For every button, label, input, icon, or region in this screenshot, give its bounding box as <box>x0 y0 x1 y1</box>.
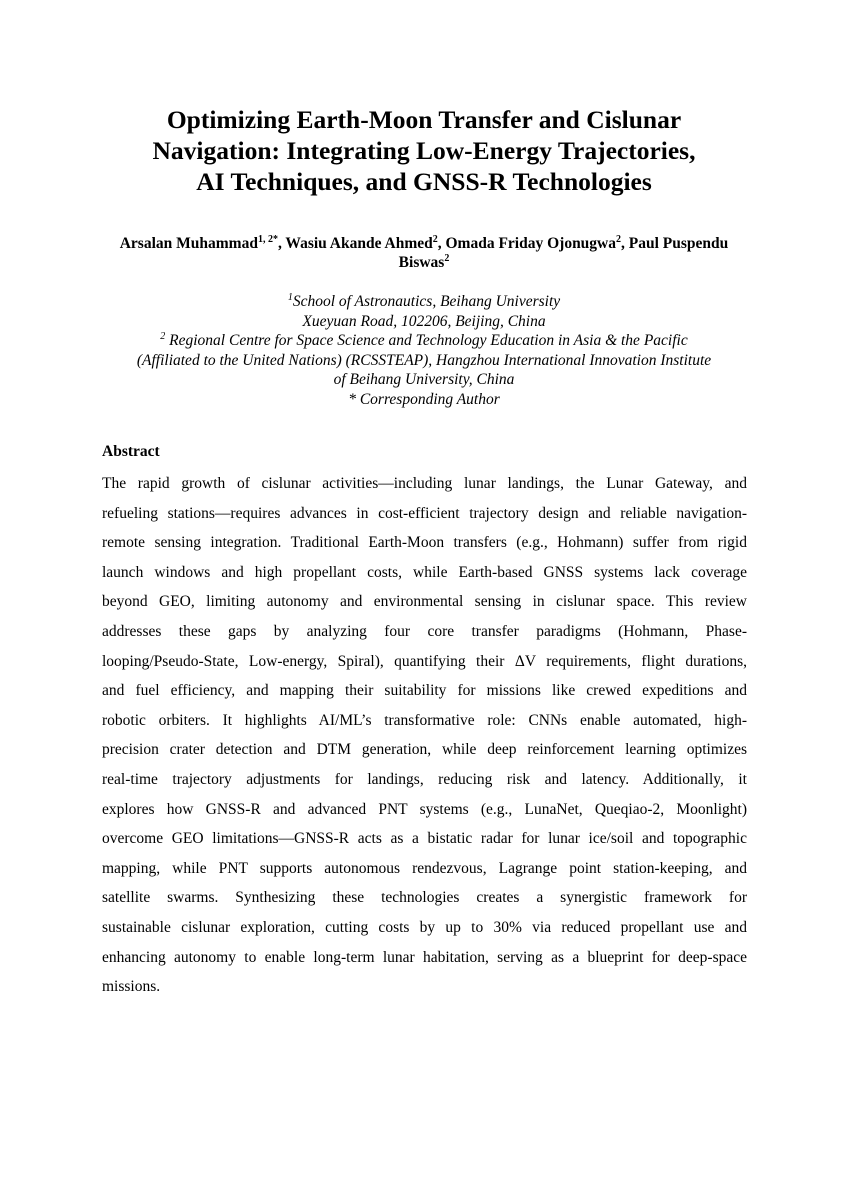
affiliation-mark: 2 <box>160 331 166 343</box>
author-affiliation-mark: 1, 2* <box>257 233 278 245</box>
abstract-line: remote sensing integration. Traditional Earth-Moon transfers (e.g., Hohmann) suffer from rigid <box>102 534 747 552</box>
title-line: Optimizing Earth-Moon Transfer and Cislunar <box>166 105 682 134</box>
affiliation-text: School of Astronautics, Beihang University <box>292 293 561 310</box>
abstract-body <box>102 469 747 1002</box>
abstract-heading: Abstract <box>102 443 160 460</box>
abstract-line: sustainable cislunar exploration, cutting costs by up to 30% via reduced propellant use and <box>102 918 747 936</box>
paper-title <box>60 104 788 197</box>
corresponding-author-note: * Corresponding Author <box>348 390 500 408</box>
title-line: Navigation: Integrating Low-Energy Trajectories, <box>152 136 696 165</box>
affiliation-mark: 1 <box>287 291 293 303</box>
abstract-line: precision crater detection and DTM generation, while deep reinforcement learning optimizes <box>102 741 747 759</box>
affiliation-line: of Beihang University, China <box>333 371 515 389</box>
author-affiliation-mark: 2 <box>444 252 450 264</box>
affiliation-line <box>80 331 768 351</box>
abstract-line: launch windows and high propellant costs, while Earth-based GNSS systems lack coverage <box>102 563 747 581</box>
abstract-line: addresses these gaps by analyzing four core transfer paradigms (Hohmann, Phase- <box>102 622 747 640</box>
affiliation-line <box>80 292 768 312</box>
affiliation-line: Xueyuan Road, 102206, Beijing, China <box>302 312 546 330</box>
abstract-line: refueling stations—requires advances in cost-efficient trajectory design and reliable navigation- <box>102 504 747 522</box>
abstract-line: satellite swarms. Synthesizing these technologies creates a synergistic framework for <box>102 889 747 907</box>
abstract-line: real-time trajectory adjustments for landings, reducing risk and latency. Additionally, it <box>102 770 747 788</box>
abstract-line: explores how GNSS-R and advanced PNT systems (e.g., LunaNet, Queqiao-2, Moonlight) <box>102 800 747 818</box>
abstract-line: enhancing autonomy to enable long-term lunar habitation, serving as a blueprint for deep-space <box>102 948 747 966</box>
author-name: , Omada Friday Ojonugwa <box>437 235 616 252</box>
abstract-line: overcome GEO limitations—GNSS-R acts as a bistatic radar for lunar ice/soil and topographic <box>102 830 747 848</box>
abstract-line: robotic orbiters. It highlights AI/ML’s transformative role: CNNs enable automated, high- <box>102 711 747 729</box>
author-affiliation-mark: 2 <box>432 233 438 245</box>
affiliation-text: Regional Centre for Space Science and Technology Education in Asia & the Pacific <box>165 332 688 350</box>
author-name: , Paul Puspendu Biswas <box>398 235 729 271</box>
author-name: Arsalan Muhammad <box>119 235 258 252</box>
abstract-line: The rapid growth of cislunar activities—including lunar landings, the Lunar Gateway, and <box>102 475 747 492</box>
affiliation-line: (Affiliated to the United Nations) (RCSSTEAP), Hangzhou International Innovation Institute <box>136 351 712 369</box>
author-list <box>96 234 752 272</box>
author-name: , Wasiu Akande Ahmed <box>277 235 433 252</box>
affiliations <box>80 292 768 410</box>
abstract-line: and fuel efficiency, and mapping their suitability for missions like crewed expeditions and <box>102 682 747 700</box>
title-line: AI Techniques, and GNSS-R Technologies <box>196 167 652 196</box>
abstract-line: looping/Pseudo-State, Low-energy, Spiral), quantifying their ΔV requirements, flight durations, <box>102 652 747 670</box>
abstract-line: mapping, while PNT supports autonomous rendezvous, Lagrange point station-keeping, and <box>102 859 747 877</box>
abstract-line: beyond GEO, limiting autonomy and environmental sensing in cislunar space. This review <box>102 593 747 611</box>
author-affiliation-mark: 2 <box>616 233 621 245</box>
abstract-line: missions. <box>102 978 161 996</box>
